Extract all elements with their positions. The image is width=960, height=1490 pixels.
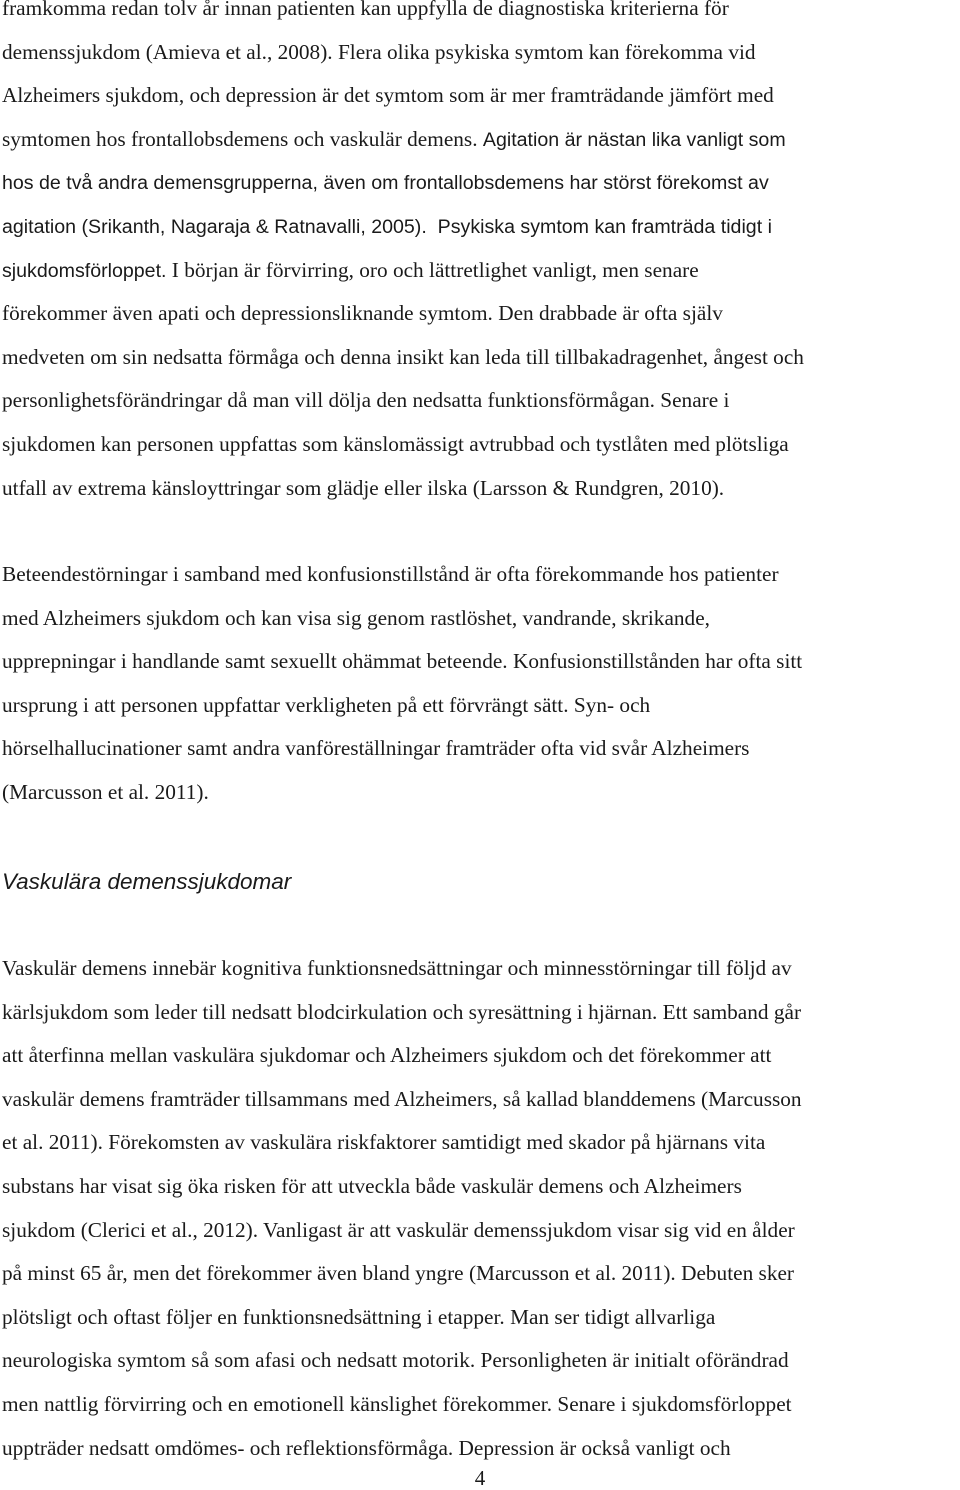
text-segment: framkomma redan tolv år innan patienten kan uppfylla de diagnostiska kriterierna för bbox=[2, 0, 729, 20]
paragraph-alzheimers-symptoms bbox=[2, 0, 956, 510]
text-line: kärlsjukdom som leder till nedsatt blodcirkulation och syresättning i hjärnan. Ett samband går bbox=[2, 999, 802, 1024]
text-line: upprepningar i handlande samt sexuellt ohämmat beteende. Konfusionstillstånden har ofta sitt bbox=[2, 649, 803, 674]
text-line: uppträder nedsatt omdömes- och reflektionsförmåga. Depression är också vanligt och bbox=[2, 1435, 731, 1460]
text-line bbox=[2, 31, 956, 75]
text-line: sjukdom (Clerici et al., 2012). Vanligast är att vaskulär demenssjukdom visar sig vid en ålder bbox=[2, 1217, 795, 1242]
text-line: Vaskulär demens innebär kognitiva funktionsnedsättningar och minnesstörningar till följd av bbox=[2, 956, 792, 980]
text-segment: symtomen hos frontallobsdemens och vaskulär demens. bbox=[2, 126, 483, 151]
text-line bbox=[2, 336, 956, 380]
page-number: 4 bbox=[474, 1466, 486, 1490]
text-line bbox=[2, 423, 956, 467]
text-line: att återfinna mellan vaskulära sjukdomar och Alzheimers sjukdom och det förekommer att bbox=[2, 1043, 772, 1068]
text-segment: Alzheimers sjukdom, och depression är det symtom som är mer framträdande jämfört med bbox=[2, 83, 774, 108]
text-line: plötsligt och oftast följer en funktionsnedsättning i etapper. Man ser tidigt allvarliga bbox=[2, 1304, 716, 1329]
section-heading: Vaskulära demenssjukdomar bbox=[2, 869, 292, 894]
text-line: (Marcusson et al. 2011). bbox=[2, 779, 209, 804]
text-line bbox=[2, 0, 956, 31]
text-line: på minst 65 år, men det förekommer även bland yngre (Marcusson et al. 2011). Debuten sker bbox=[2, 1261, 795, 1286]
text-line bbox=[2, 292, 956, 336]
text-line bbox=[2, 379, 956, 423]
text-segment-sans: sjukdomsförloppet. bbox=[2, 259, 167, 282]
text-segment-sans: Psykiska symtom kan framträda tidigt i bbox=[426, 215, 772, 238]
paragraph-behavioural-disturbances bbox=[2, 553, 956, 815]
text-segment-sans: Agitation är nästan lika vanligt som bbox=[482, 128, 786, 151]
text-segment: utfall av extrema känsloyttringar som glädje eller ilska (Larsson & Rundgren, 2010). bbox=[2, 475, 725, 500]
text-segment-sans: hos de två andra demensgrupperna, även om frontallobsdemens har störst förekomst av bbox=[2, 172, 769, 195]
text-segment: personlighetsförändringar då man vill dölja den nedsatta funktionsförmågan. Senare i bbox=[2, 388, 730, 413]
text-line bbox=[2, 467, 956, 511]
text-segment: medveten om sin nedsatta förmåga och denna insikt kan leda till tillbakadragenhet, ångest och bbox=[2, 344, 804, 369]
text-line: ursprung i att personen uppfattar verkligheten på ett förvrängt sätt. Syn- och bbox=[2, 692, 651, 717]
text-segment: I början är förvirring, oro och lättretlighet vanligt, men senare bbox=[166, 257, 699, 282]
text-line bbox=[2, 249, 956, 293]
text-line: vaskulär demens framträder tillsammans med Alzheimers, så kallad blanddemens (Marcusson bbox=[2, 1086, 802, 1111]
text-segment: förekommer även apati och depressionsliknande symtom. Den drabbade är ofta själv bbox=[2, 301, 723, 326]
text-line: et al. 2011). Förekomsten av vaskulära riskfaktorer samtidigt med skador på hjärnans vita bbox=[2, 1130, 766, 1155]
text-line bbox=[2, 161, 956, 205]
paragraph-vascular-dementia bbox=[2, 947, 956, 1470]
text-line: neurologiska symtom så som afasi och nedsatt motorik. Personligheten är initialt oförändrad bbox=[2, 1348, 789, 1373]
text-segment: demenssjukdom (Amieva et al., 2008). Flera olika psykiska symtom kan förekomma vid bbox=[2, 39, 756, 64]
text-line: Beteendestörningar i samband med konfusionstillstånd är ofta förekommande hos patienter bbox=[2, 562, 779, 586]
text-line bbox=[2, 118, 956, 162]
text-line bbox=[2, 74, 956, 118]
text-segment-sans: agitation (Srikanth, Nagaraja & Ratnavalli, 2005). bbox=[2, 215, 427, 238]
text-segment: sjukdomen kan personen uppfattas som känslomässigt avtrubbad och tystlåten med plötsliga bbox=[2, 431, 789, 456]
text-line: hörselhallucinationer samt andra vanföreställningar framträder ofta vid svår Alzheimers bbox=[2, 736, 750, 761]
text-line: substans har visat sig öka risken för att utveckla både vaskulär demens och Alzheimers bbox=[2, 1173, 742, 1198]
text-line bbox=[2, 205, 956, 249]
text-line: men nattlig förvirring och en emotionell känslighet förekommer. Senare i sjukdomsförloppet bbox=[2, 1391, 792, 1416]
text-line: med Alzheimers sjukdom och kan visa sig genom rastlöshet, vandrande, skrikande, bbox=[2, 605, 710, 630]
